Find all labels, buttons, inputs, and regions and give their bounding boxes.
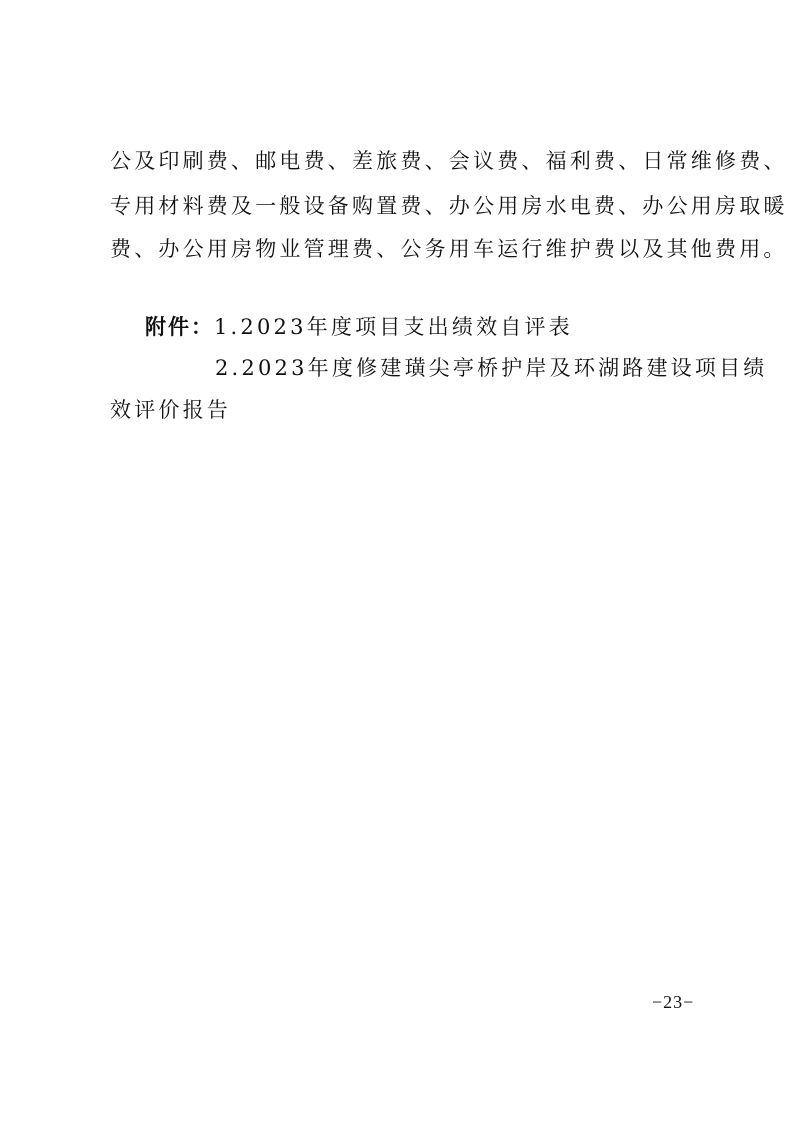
- attachment-item-2-line-1: 2.2023年度修建璜尖亭桥护岸及环湖路建设项目绩: [215, 356, 768, 380]
- attachment-item-1: [145, 314, 573, 340]
- body-text-line-2: 专用材料费及一般设备购置费、办公用房水电费、办公用房取暖: [110, 194, 788, 218]
- attachments-label: 附件：: [145, 315, 214, 339]
- page-number: −23−: [652, 992, 695, 1012]
- body-text-line-1: 公及印刷费、邮电费、差旅费、会议费、福利费、日常维修费、: [110, 149, 788, 173]
- attachment-item-2-line-2: 效评价报告: [110, 398, 231, 422]
- body-text-line-3: 费、办公用房物业管理费、公务用车运行维护费以及其他费用。: [110, 237, 788, 261]
- attachment-item-1-text: 1.2023年度项目支出绩效自评表: [214, 315, 573, 339]
